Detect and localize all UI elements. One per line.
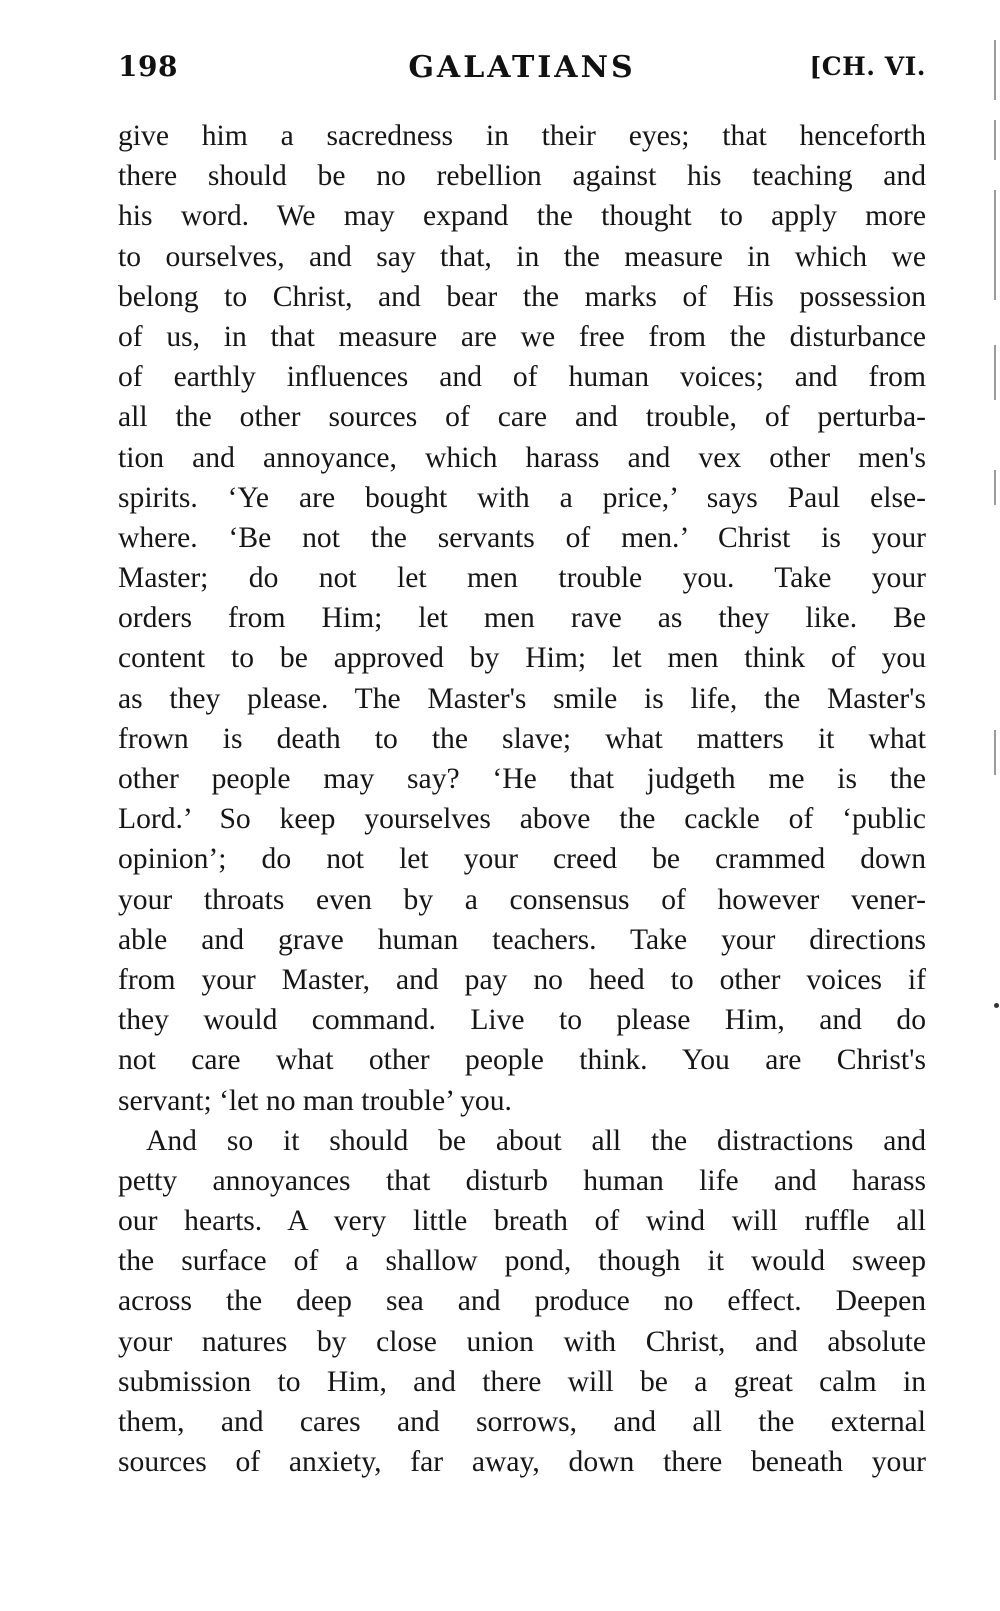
text-line: your natures by close union with Christ, and absolute	[118, 1325, 926, 1358]
text-line: give him a sacredness in their eyes; that henceforth	[118, 120, 926, 152]
text-line: there should be no rebellion against his teaching and	[118, 160, 926, 193]
text-line: other people may say? ‘He that judgeth me is the	[118, 763, 926, 795]
text-line: belong to Christ, and bear the marks of His possession	[118, 280, 926, 313]
paragraph-2	[118, 1121, 926, 1483]
text-line: Master; do not let men trouble you. Take your	[118, 562, 926, 595]
text-line: orders from Him; let men rave as they like. Be	[118, 602, 926, 635]
paragraph-1	[118, 116, 926, 1121]
text-line: our hearts. A very little breath of wind will ruffle all	[118, 1205, 926, 1238]
text-line: opinion’; do not let your creed be crammed down	[118, 843, 926, 876]
chapter-reference: [CH. VI.	[809, 52, 926, 81]
text-line: not care what other people think. You are Christ's	[118, 1044, 926, 1077]
text-line: And so it should be about all the distractions and	[146, 1124, 926, 1157]
text-line: they would command. Live to please Him, and do	[118, 1004, 926, 1037]
text-line: of earthly influences and of human voices; and from	[118, 361, 926, 394]
text-line: servant; ‘let no man trouble’ you.	[118, 1084, 512, 1117]
scan-edge-mark	[994, 470, 996, 505]
scan-edge-mark	[994, 40, 996, 100]
text-line: spirits. ‘Ye are bought with a price,’ says Paul else-	[118, 481, 926, 514]
body-text	[118, 116, 926, 1482]
running-header	[118, 50, 926, 90]
scan-edge-mark	[994, 120, 996, 160]
text-line: content to be approved by Him; let men think of you	[118, 642, 926, 675]
text-line: able and grave human teachers. Take your directions	[118, 923, 926, 956]
text-line: your throats even by a consensus of however vener-	[118, 883, 926, 916]
text-line: submission to Him, and there will be a great calm in	[118, 1365, 926, 1398]
text-line: all the other sources of care and trouble, of perturba-	[118, 401, 926, 434]
text-line: sources of anxiety, far away, down there beneath your	[118, 1446, 926, 1479]
text-line: from your Master, and pay no heed to other voices if	[118, 963, 926, 996]
text-line: across the deep sea and produce no effect. Deepen	[118, 1285, 926, 1318]
text-line: his word. We may expand the thought to apply more	[118, 200, 926, 233]
text-line: Lord.’ So keep yourselves above the cackle of ‘public	[118, 803, 926, 836]
text-line: where. ‘Be not the servants of men.’ Christ is your	[118, 521, 926, 554]
text-line: to ourselves, and say that, in the measure in which we	[118, 240, 926, 273]
text-line: of us, in that measure are we free from the disturbance	[118, 320, 926, 353]
running-title: GALATIANS	[408, 50, 636, 85]
text-line: tion and annoyance, which harass and vex other men's	[118, 441, 926, 474]
scan-edge-mark	[994, 190, 996, 300]
scan-edge-mark	[994, 345, 996, 400]
page-number: 198	[118, 50, 178, 83]
text-line: frown is death to the slave; what matters it what	[118, 722, 926, 755]
stray-ink-dot	[994, 1003, 999, 1008]
text-line: them, and cares and sorrows, and all the external	[118, 1406, 926, 1438]
text-line: the surface of a shallow pond, though it would sweep	[118, 1245, 926, 1278]
text-line: petty annoyances that disturb human life and harass	[118, 1164, 926, 1197]
text-line: as they please. The Master's smile is life, the Master's	[118, 682, 926, 715]
scan-edge-mark	[994, 730, 996, 775]
